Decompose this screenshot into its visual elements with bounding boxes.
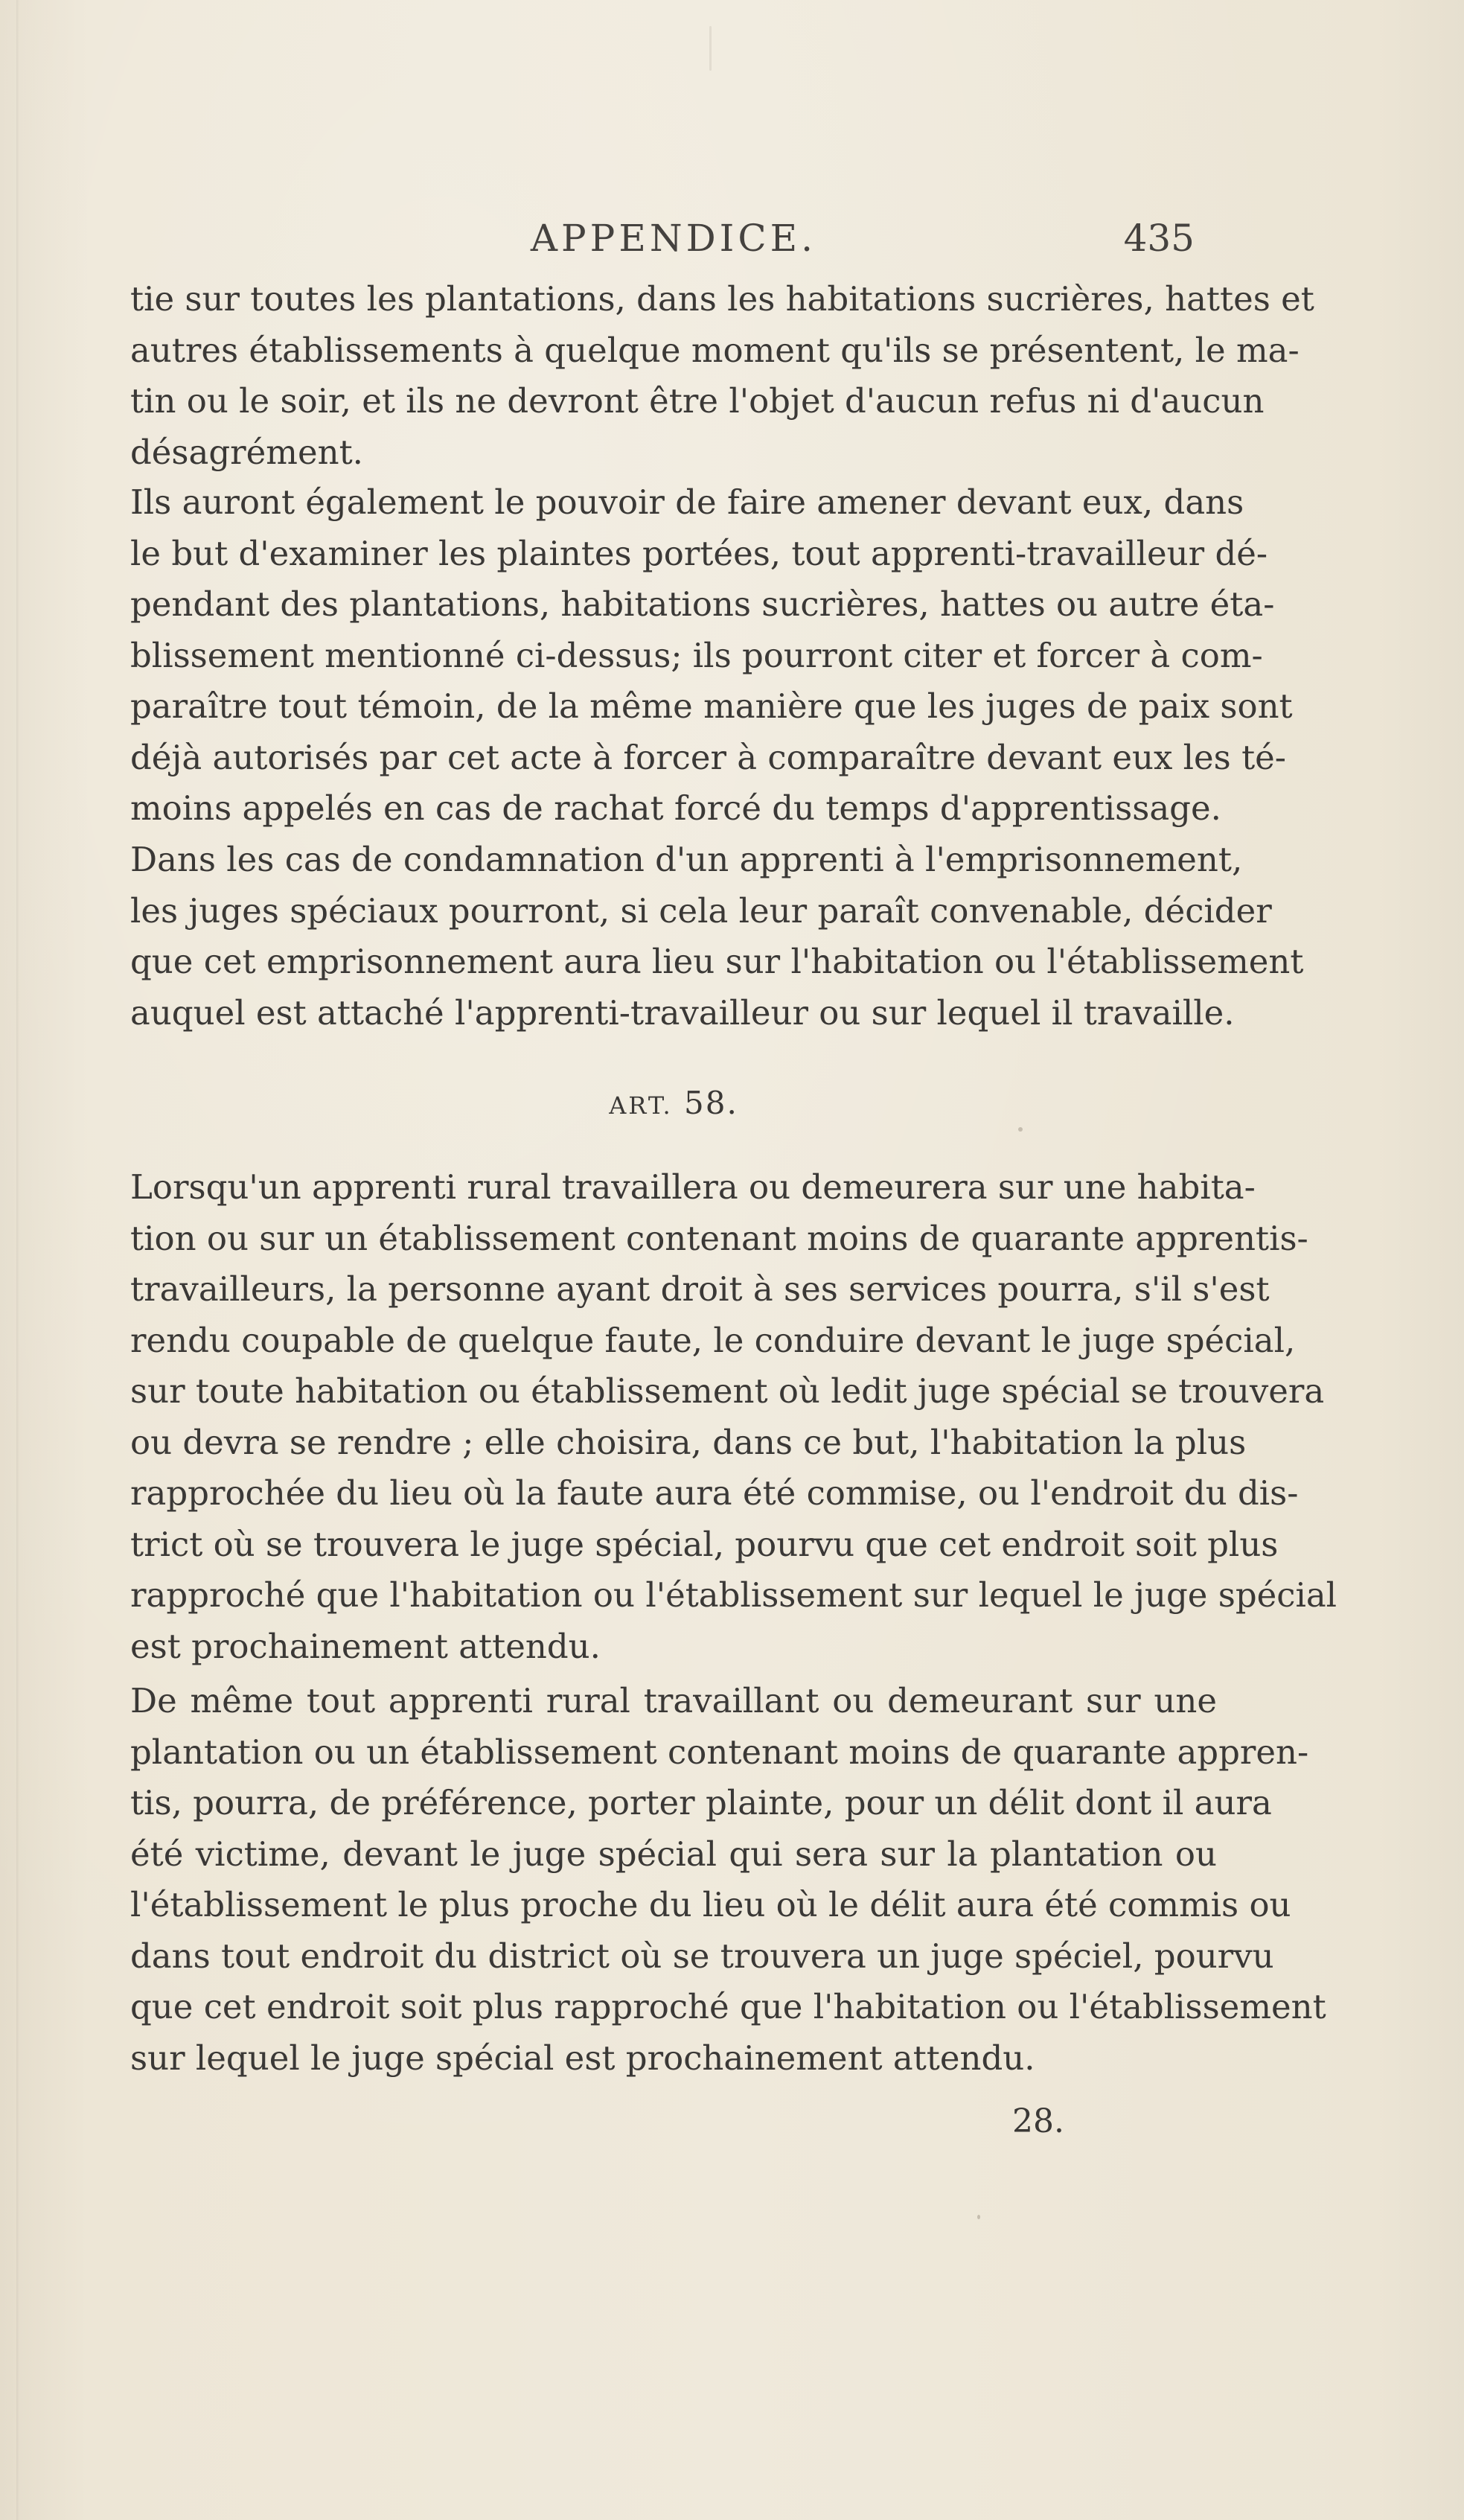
- text-line: tion ou sur un établissement contenant moins de quarante apprentis-: [130, 1218, 1308, 1258]
- text-line: paraître tout témoin, de la même manière que les juges de paix sont: [130, 686, 1293, 726]
- text-line: Dans les cas de condamnation d'un apprenti à l'emprisonnement,: [130, 840, 1243, 879]
- text-line: que cet endroit soit plus rapproché que l'habitation ou l'établissement: [130, 1987, 1326, 2026]
- text-line: tie sur toutes les plantations, dans les habitations sucrières, hattes et: [130, 279, 1314, 319]
- paragraph-imprisonment: [130, 835, 1304, 1039]
- text-line: rapproché que l'habitation ou l'établissement sur lequel le juge spécial: [130, 1575, 1337, 1615]
- text-line: les juges spéciaux pourront, si cela leur paraît convenable, décider: [130, 890, 1272, 931]
- text-line: pendant des plantations, habitations sucrières, hattes ou autre éta-: [130, 584, 1275, 624]
- article-number: 58.: [684, 1085, 738, 1121]
- text-line: sur lequel le juge spécial est prochainement attendu.: [130, 2038, 1035, 2078]
- paragraph-rural-apprentice: [130, 1162, 1337, 1672]
- text-line: désagrément.: [130, 432, 363, 472]
- text-line: moins appelés en cas de rachat forcé du temps d'apprentissage.: [130, 788, 1221, 828]
- text-line: sur toute habitation ou établissement où ledit juge spécial se trouvera: [130, 1371, 1325, 1411]
- text-line: est prochainement attendu.: [130, 1626, 601, 1666]
- text-line: De même tout apprenti rural travaillant ou demeurant sur une: [130, 1681, 1217, 1720]
- text-line: auquel est attaché l'apprenti-travailleur ou sur lequel il travaille.: [130, 992, 1235, 1033]
- text-line: l'établissement le plus proche du lieu où le délit aura été commis ou: [130, 1885, 1291, 1924]
- text-line: tin ou le soir, et ils ne devront être l'objet d'aucun refus ni d'aucun: [130, 381, 1265, 421]
- paper-speck: [1018, 1127, 1023, 1132]
- page-number: 435: [1123, 217, 1195, 260]
- text-line: autres établissements à quelque moment qu'ils se présentent, le ma-: [130, 330, 1300, 370]
- text-line: ou devra se rendre ; elle choisira, dans ce but, l'habitation la plus: [130, 1422, 1247, 1462]
- text-line: tis, pourra, de préférence, porter plainte, pour un délit dont il aura: [130, 1783, 1272, 1822]
- text-line: plantation ou un établissement contenant moins de quarante appren-: [130, 1732, 1309, 1772]
- text-line: que cet emprisonnement aura lieu sur l'habitation ou l'établissement: [130, 942, 1304, 981]
- text-line: le but d'examiner les plaintes portées, tout apprenti-travailleur dé-: [130, 533, 1268, 573]
- paragraph-powers: [130, 477, 1293, 835]
- paper-crease: [709, 26, 712, 71]
- text-line: rendu coupable de quelque faute, le conduire devant le juge spécial,: [130, 1320, 1296, 1360]
- page-header: [130, 212, 1217, 264]
- text-line: rapprochée du lieu où la faute aura été commise, ou l'endroit du dis-: [130, 1473, 1299, 1513]
- text-line: travailleurs, la personne ayant droit à ses services pourra, s'il s'est: [130, 1269, 1270, 1309]
- page-gutter-shadow: [16, 0, 19, 2520]
- paragraph-complaint: [130, 1676, 1326, 2084]
- text-line: été victime, devant le juge spécial qui sera sur la plantation ou: [130, 1834, 1217, 1874]
- text-line: Ils auront également le pouvoir de faire amener devant eux, dans: [130, 482, 1244, 522]
- text-line: blissement mentionné ci-dessus; ils pourront citer et forcer à com-: [130, 635, 1263, 675]
- article-heading: [130, 1078, 1217, 1131]
- signature-mark: 28.: [1012, 2102, 1064, 2140]
- text-line: Lorsqu'un apprenti rural travaillera ou demeurera sur une habita-: [130, 1167, 1256, 1207]
- article-prefix: ART.: [609, 1091, 673, 1120]
- paragraph-continuation: [130, 274, 1314, 478]
- text-line: trict où se trouvera le juge spécial, pourvu que cet endroit soit plus: [130, 1524, 1279, 1564]
- running-title: APPENDICE.: [530, 217, 817, 260]
- text-line: déjà autorisés par cet acte à forcer à comparaître devant eux les té-: [130, 737, 1286, 777]
- text-line: dans tout endroit du district où se trouvera un juge spéciel, pourvu: [130, 1936, 1274, 1976]
- paper-speck: [977, 2215, 980, 2219]
